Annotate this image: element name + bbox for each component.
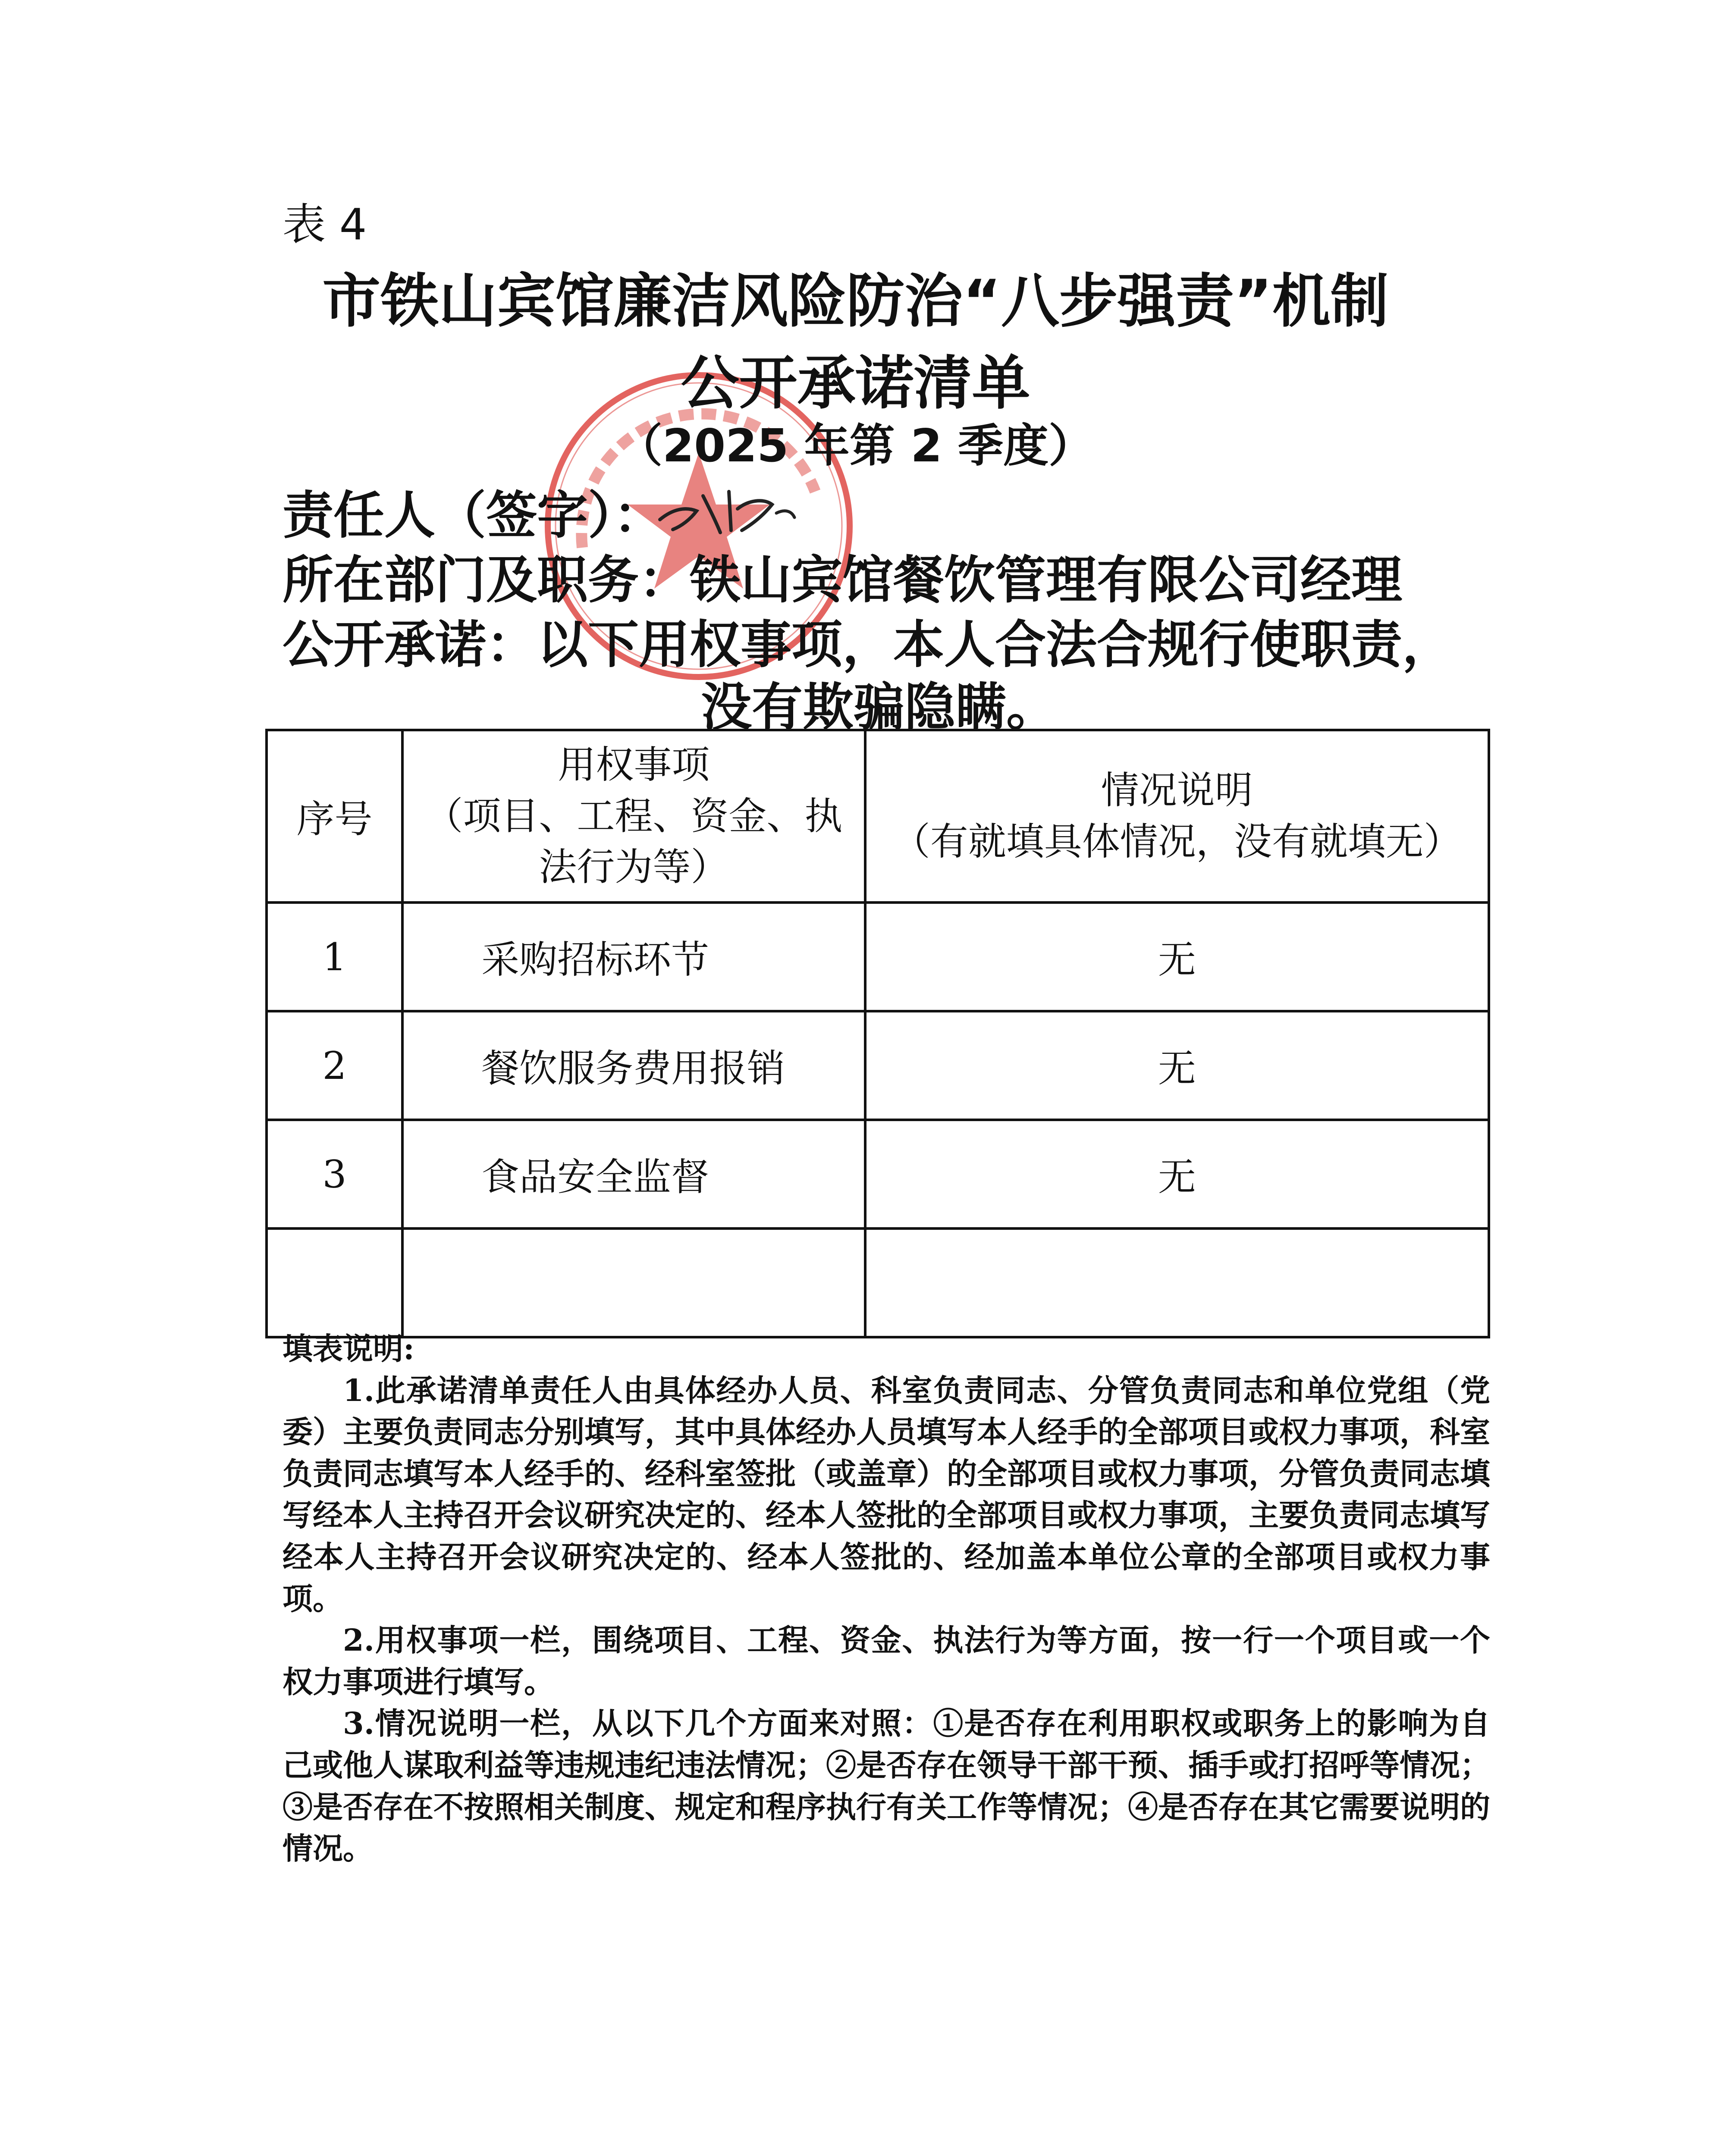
row-item: 食品安全监督 <box>402 1120 865 1228</box>
row-description <box>865 1228 1489 1337</box>
commitment-statement-continued: 没有欺骗隐瞒。 <box>701 677 1058 737</box>
table-row-empty <box>267 1228 1489 1337</box>
table-row <box>267 1120 1489 1228</box>
table-row <box>267 903 1489 1011</box>
header-description-note: （有就填具体情况，没有就填无） <box>892 819 1462 864</box>
row-description: 无 <box>865 903 1489 1011</box>
header-description-title: 情况说明 <box>1101 768 1253 813</box>
document-subtitle: 公开承诺清单 <box>681 349 1030 417</box>
filling-instructions <box>283 1328 1490 1870</box>
row-seq <box>267 1228 402 1337</box>
commitment-statement: 公开承诺：以下用权事项，本人合法合规行使职责， <box>283 615 1454 674</box>
department-position: 所在部门及职务：铁山宾馆餐饮管理有限公司经理 <box>283 550 1403 610</box>
row-item: 采购招标环节 <box>402 903 865 1011</box>
header-seq: 序号 <box>267 730 402 903</box>
document-title: 市铁山宾馆廉洁风险防治“八步强责”机制 <box>322 267 1389 335</box>
row-seq: 1 <box>267 903 402 1011</box>
row-seq: 2 <box>267 1011 402 1120</box>
header-description <box>865 730 1489 903</box>
row-description: 无 <box>865 1120 1489 1228</box>
table-row <box>267 1011 1489 1120</box>
header-item-note-2: 法行为等） <box>539 845 729 890</box>
header-item <box>402 730 865 903</box>
row-description: 无 <box>865 1011 1489 1120</box>
instruction-paragraph-3: 3.情况说明一栏，从以下几个方面来对照：①是否存在利用职权或职务上的影响为自己或他人谋取利益等违规违纪违法情况；②是否存在领导干部干预、插手或打招呼等情况；③是否存在不按照相关制度、规定和程序执行有关工作等情况；④是否存在其它需要说明的情况。 <box>283 1705 1490 1867</box>
row-item <box>402 1228 865 1337</box>
header-item-note-1: （项目、工程、资金、执 <box>425 793 843 838</box>
instruction-paragraph-2: 2.用权事项一栏，围绕项目、工程、资金、执法行为等方面，按一行一个项目或一个权力事项进行填写。 <box>283 1622 1490 1700</box>
header-item-title: 用权事项 <box>558 742 710 787</box>
row-seq: 3 <box>267 1120 402 1228</box>
table-number-label: 表 4 <box>283 199 367 250</box>
commitment-table <box>265 729 1490 1338</box>
instructions-title: 填表说明: <box>283 1331 414 1366</box>
handwritten-signature <box>656 479 798 539</box>
row-item: 餐饮服务费用报销 <box>402 1011 865 1120</box>
table-header-row <box>267 730 1489 903</box>
period-label: （2025 年第 2 季度） <box>617 420 1094 472</box>
responsible-person-label: 责任人（签字）： <box>283 486 665 545</box>
responsible-person-line <box>283 474 664 548</box>
instruction-paragraph-1: 1.此承诺清单责任人由具体经办人员、科室负责同志、分管负责同志和单位党组（党委）主要负责同志分别填写，其中具体经办人员填写本人经手的全部项目或权力事项，科室负责同志填写本人经手的、经科室签批（或盖章）的全部项目或权力事项，分管负责同志填写经本人主持召开会议研究决定的、经本人签批的全部项目或权力事项，主要负责同志填写经本人主持召开会议研究决定的、经本人签批的、经加盖本单位公章的全部项目或权力事项。 <box>283 1372 1490 1617</box>
